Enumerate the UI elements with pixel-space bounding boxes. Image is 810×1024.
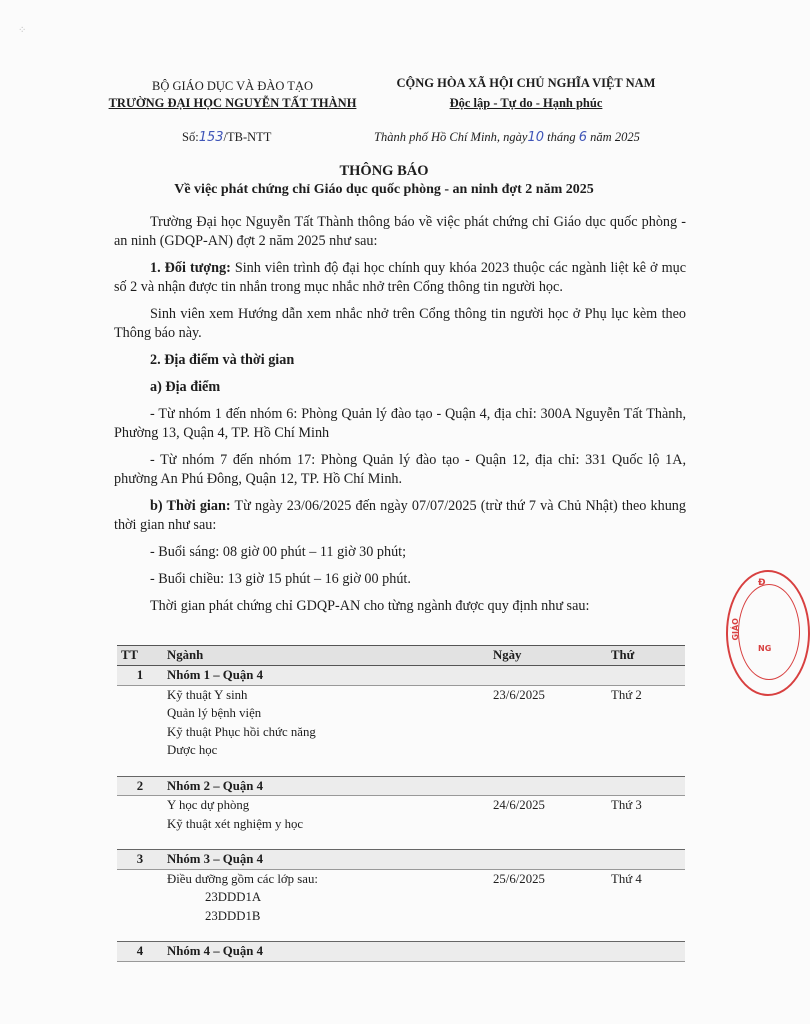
document-subtitle: Về việc phát chứng chỉ Giáo dục quốc phòng - an ninh đợt 2 năm 2025 [174,182,594,197]
date-year: năm 2025 [587,130,640,144]
date-prefix: Thành phố Hồ Chí Minh, ngày [374,130,528,144]
group-tt: 3 [117,850,163,870]
group-date: 23/6/2025 [493,687,545,702]
group-name: Nhóm 2 – Quận 4 [163,776,489,796]
scan-mark: ⁘ [18,25,27,36]
col-tt: TT [117,646,163,666]
list-item: 23DDD1B [205,908,261,923]
list-item: Kỹ thuật Y sinh [167,687,248,702]
seal-text: GIÁO [731,618,740,641]
list-item: Kỹ thuật Phục hồi chức năng [167,724,316,739]
list-item: Quản lý bệnh viện [167,706,262,720]
table-row [117,685,685,760]
group-tt: 1 [117,666,163,686]
table-row [117,796,685,834]
official-seal [726,570,810,696]
location-2: - Từ nhóm 7 đến nhóm 17: Phòng Quản lý đào tạo - Quận 12, địa chỉ: 331 Quốc lộ 1A, phường An Phú Đông, Quận 12, TP. Hồ Chí Minh. [114,452,686,487]
university-name: TRƯỜNG ĐẠI HỌC NGUYỄN TẤT THÀNH [108,96,357,110]
list-item: Y học dự phòng [167,798,250,812]
list-item: Điều dưỡng gồm các lớp sau: [167,871,318,886]
list-item: Kỹ thuật xét nghiệm y học [167,816,304,831]
section-1-label: 1. Đối tượng: [150,260,231,276]
section-1-text: Sinh viên trình độ đại học chính quy khóa 2023 thuộc các ngành liệt kê ở mục số 2 và nhận được tin nhắn trong mục nhắc nhở trên Cổng thông tin người học. [114,260,686,295]
afternoon-hours: - Buổi chiều: 13 giờ 15 phút – 16 giờ 00 phút. [150,571,411,587]
date-month-handwritten: 6 [578,130,588,145]
group-row-2 [117,776,685,796]
major-list [163,869,489,925]
doc-no-handwritten: 153 [198,130,224,145]
group-weekday: Thứ 4 [611,871,642,886]
issuer-header [95,78,370,112]
section-2b-text: Từ ngày 23/06/2025 đến ngày 07/07/2025 (trừ thứ 7 và Chủ Nhật) theo khung thời gian như sau: [114,498,686,533]
list-item: Dược học [167,743,218,757]
major-list [163,796,489,834]
group-row-1 [117,666,685,686]
group-tt: 4 [117,942,163,962]
table-intro: Thời gian phát chứng chỉ GDQP-AN cho từng ngành được quy định như sau: [150,598,590,614]
republic-name: CỘNG HÒA XÃ HỘI CHỦ NGHĨA VIỆT NAM [396,76,656,90]
date-day-handwritten: 10 [527,130,545,145]
group-name: Nhóm 3 – Quận 4 [163,850,489,870]
table-header-row [117,646,685,666]
doc-no-prefix: Số: [182,130,199,144]
seal-text: Đ [758,578,766,588]
group-weekday: Thứ 2 [611,687,642,702]
document-number [182,130,271,145]
group-name: Nhóm 1 – Quận 4 [163,666,489,686]
col-weekday: Thứ [607,646,685,666]
section-1 [114,259,686,297]
national-header [380,73,672,113]
group-weekday: Thứ 3 [611,798,642,812]
guide-paragraph: Sinh viên xem Hướng dẫn xem nhắc nhở trên Cổng thông tin người học ở Phụ lục kèm theo Thông báo này. [114,306,686,341]
national-motto: Độc lập - Tự do - Hạnh phúc [449,96,603,110]
date-month-label: tháng [544,130,579,144]
location-1: - Từ nhóm 1 đến nhóm 6: Phòng Quản lý đào tạo - Quận 4, địa chỉ: 300A Nguyễn Tất Thành, Phường 13, Quận 4, TP. Hồ Chí Minh [114,406,686,441]
document-body [114,213,686,624]
group-name: Nhóm 4 – Quận 4 [163,942,489,962]
issue-date [374,130,640,145]
major-list [163,685,489,760]
ministry-name: BỘ GIÁO DỤC VÀ ĐÀO TẠO [152,79,313,93]
section-2a-heading: a) Địa điểm [150,379,221,395]
table-row [117,869,685,925]
section-2b-label: b) Thời gian: [150,498,231,514]
section-2b [114,497,686,535]
section-2-heading: 2. Địa điểm và thời gian [150,352,295,368]
group-tt: 2 [117,776,163,796]
group-date: 24/6/2025 [493,798,545,812]
col-major: Ngành [163,646,489,666]
group-date: 25/6/2025 [493,871,545,886]
morning-hours: - Buổi sáng: 08 giờ 00 phút – 11 giờ 30 phút; [150,544,407,560]
group-row-4 [117,942,685,962]
document-title: THÔNG BÁO [339,163,429,179]
col-date: Ngày [489,646,607,666]
intro-paragraph: Trường Đại học Nguyễn Tất Thành thông báo về việc phát chứng chỉ Giáo dục quốc phòng - an ninh (GDQP-AN) đợt 2 năm 2025 như sau: [114,214,686,249]
list-item: 23DDD1A [205,890,262,904]
doc-no-suffix: /TB-NTT [223,130,272,144]
schedule-table [117,645,685,962]
group-row-3 [117,850,685,870]
seal-text: NG [758,644,772,653]
